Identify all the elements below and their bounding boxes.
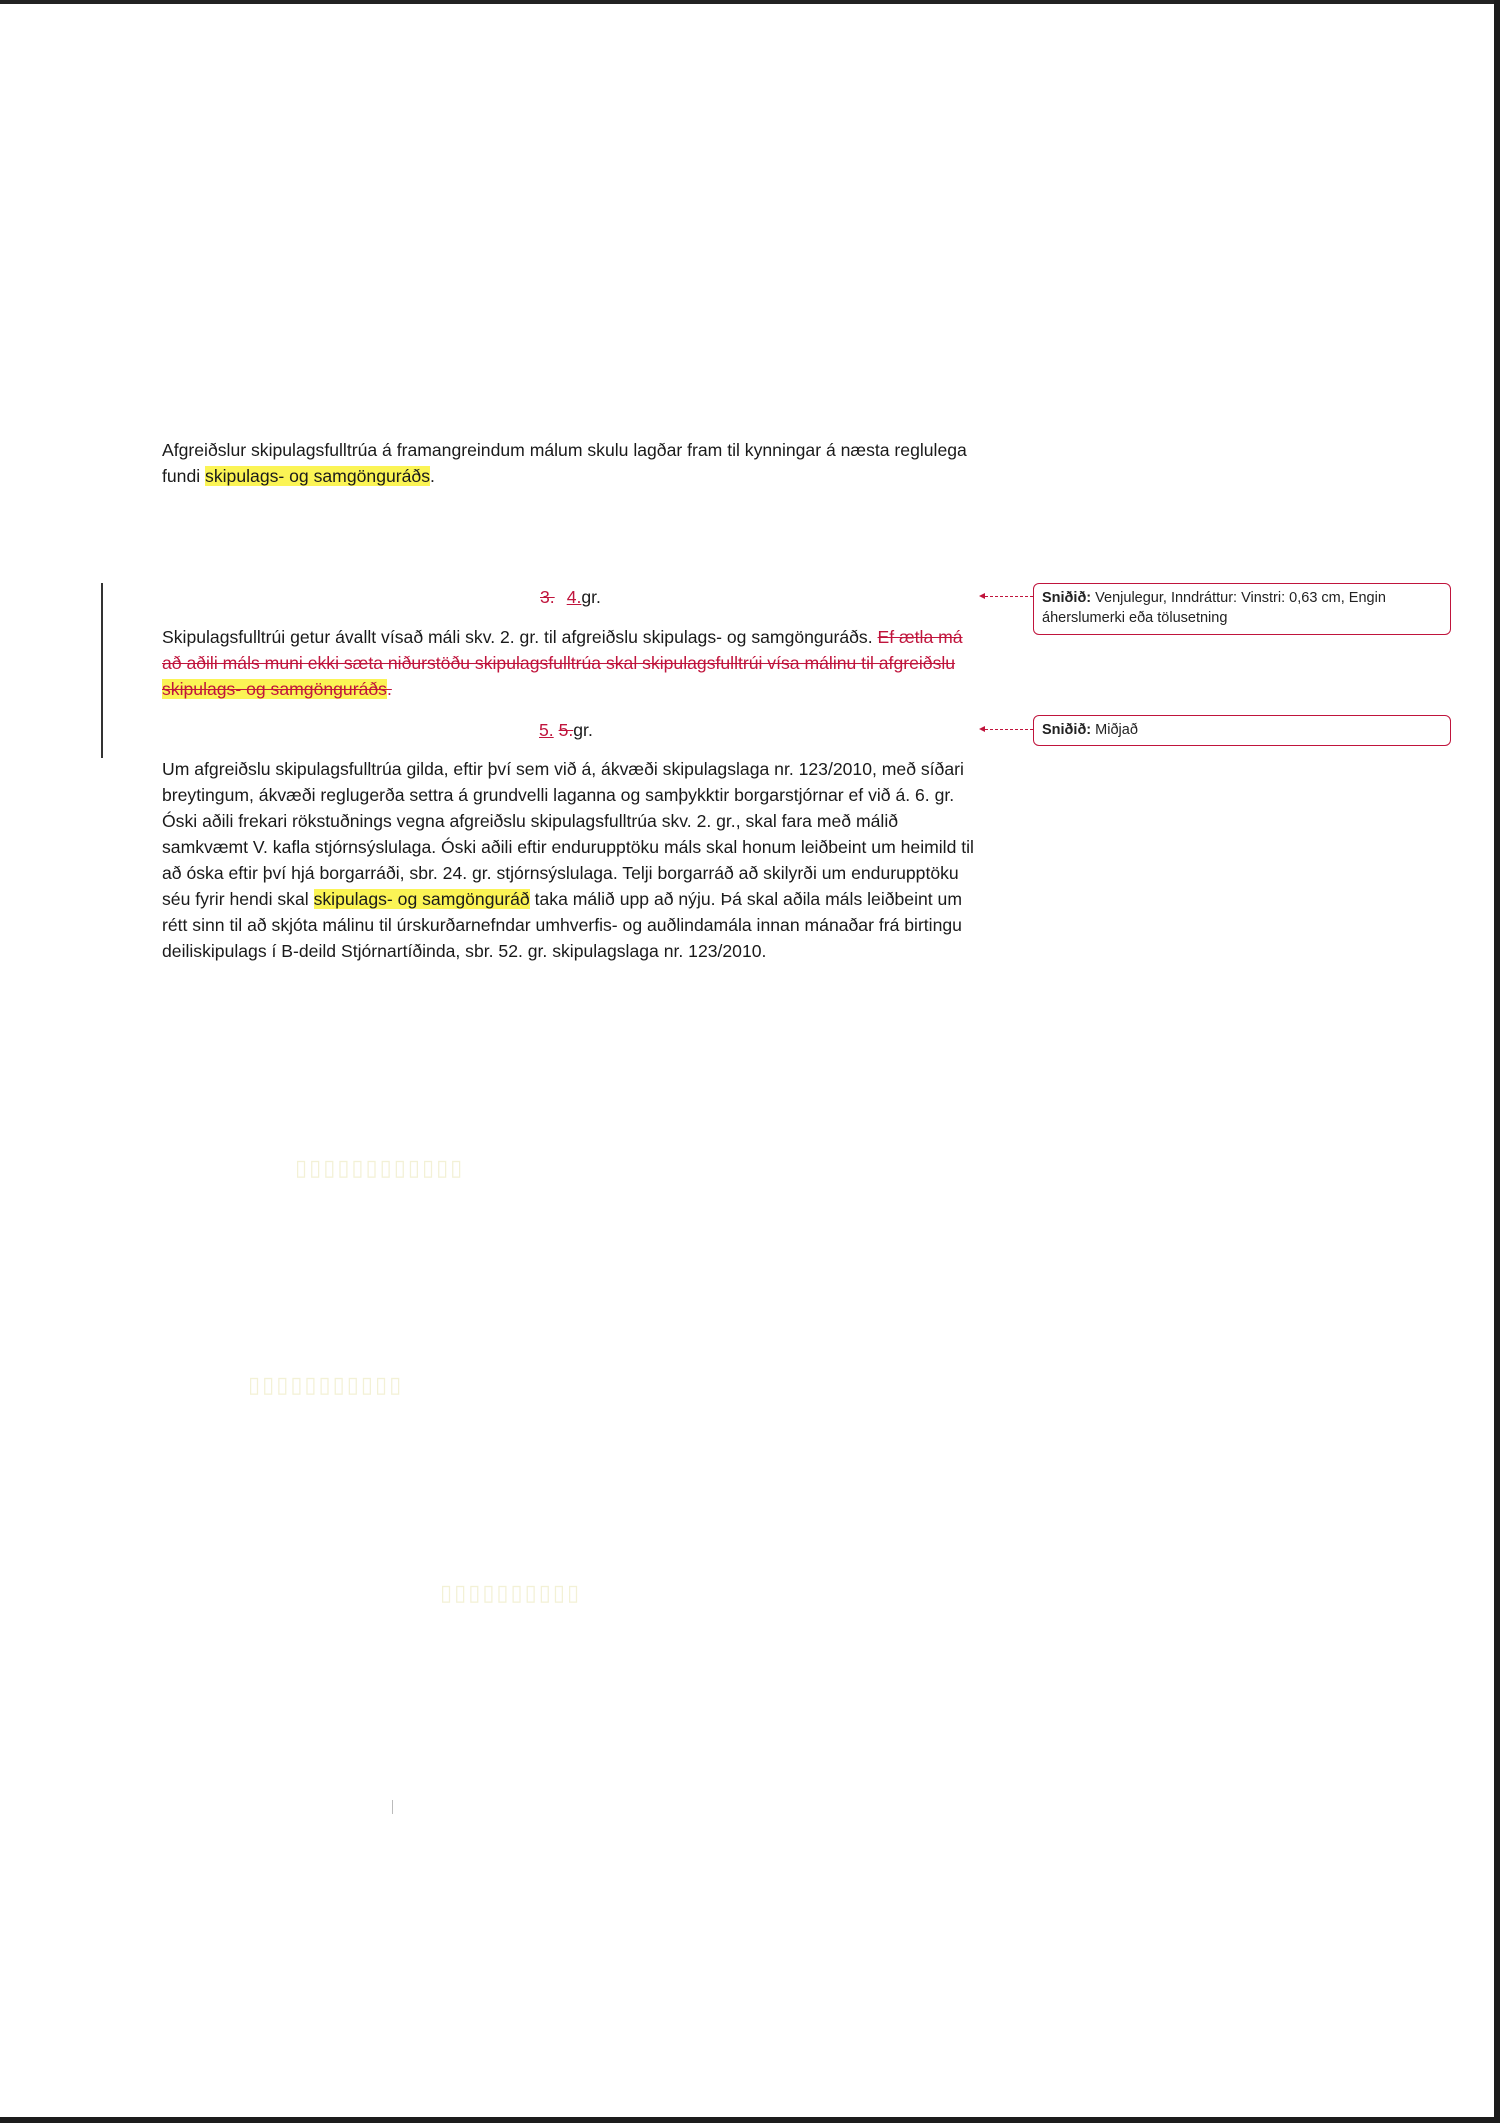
format-comment-balloon[interactable] <box>1033 715 1451 746</box>
article-4-heading <box>540 584 601 610</box>
heading-suffix: gr. <box>581 587 601 607</box>
article-5-highlight: skipulags- og samgönguráð <box>313 889 530 909</box>
comment-leader-line <box>985 729 1033 730</box>
article-5-text-end: taka málið upp að nýju. Þá skal aðila máls leiðbeint um rétt sinn til að skjóta málinu til úrskurðarnefndar umhverfis- og auðlindamála innan mánaðar frá birtingu deiliskipulags í B-deild Stjórnartíðinda, sbr. 52. gr. skipulagslaga nr. 123/2010. <box>162 889 962 961</box>
comment-text: Miðjað <box>1091 722 1138 738</box>
intro-highlight: skipulags- og samgönguráðs <box>205 466 430 486</box>
intro-text: Afgreiðslur skipulagsfulltrúa á framangreindum málum skulu lagðar fram til kynningar á næsta reglulega fundi <box>162 440 967 486</box>
deleted-number: 3. <box>540 587 555 607</box>
heading-suffix: gr. <box>573 720 593 740</box>
deleted-end: . <box>386 679 392 699</box>
faint-bleed-through: ▯▯▯▯▯▯▯▯▯▯▯ <box>248 1372 404 1397</box>
format-comment-balloon[interactable] <box>1033 583 1451 635</box>
article-5-paragraph <box>162 756 982 964</box>
faint-bleed-through: ▯▯▯▯▯▯▯▯▯▯▯▯ <box>295 1155 465 1180</box>
scan-border-right <box>1494 0 1500 2123</box>
comment-text: Venjulegur, Inndráttur: Vinstri: 0,63 cm, Engin áherslumerki eða tölusetning <box>1042 590 1386 626</box>
article-5-heading <box>539 717 593 743</box>
inserted-number: 5. <box>539 720 554 740</box>
inserted-number: 4. <box>566 587 582 607</box>
article-4-paragraph <box>162 624 982 702</box>
deleted-text: Ef ætla má að aðili máls muni ekki sæta niðurstöðu skipulagsfulltrúa skal skipulagsfulltrúi vísa málinu til afgreiðslu <box>162 627 963 673</box>
article-4-text: Skipulagsfulltrúi getur ávallt vísað máli skv. 2. gr. til afgreiðslu skipulags- og samgönguráðs. <box>162 627 878 647</box>
comment-leader-line <box>985 596 1033 597</box>
deleted-highlight: skipulags- og samgönguráðs <box>162 679 387 699</box>
intro-paragraph <box>162 437 982 489</box>
deleted-number: 5. <box>558 720 574 740</box>
comment-label: Sniðið: <box>1042 722 1092 738</box>
comment-label: Sniðið: <box>1042 590 1092 606</box>
scan-border-top <box>0 0 1500 4</box>
change-bar <box>101 583 103 758</box>
comment-arrow-icon <box>979 593 985 599</box>
scan-border-bottom <box>0 2117 1500 2123</box>
article-5-text: Um afgreiðslu skipulagsfulltrúa gilda, eftir því sem við á, ákvæði skipulagslaga nr. 123/2010, með síðari breytingum, ákvæði reglugerða settra á grundvelli laganna og samþykktir borgarstjórnar ef við á. 6. gr. Óski aðili frekari rökstuðnings vegna afgreiðslu skipulagsfulltrúa skv. 2. gr., skal fara með málið samkvæmt V. kafla stjórnsýslulaga. Óski aðili eftir endurupptöku máls skal honum leiðbeint um heimild til að óska eftir því hjá borgarráði, sbr. 24. gr. stjórnsýslulaga. Telji borgarráð að skilyrði um endurupptöku séu fyrir hendi skal <box>162 759 974 909</box>
comment-arrow-icon <box>979 726 985 732</box>
faint-bleed-through: ▯▯▯▯▯▯▯▯▯▯ <box>440 1580 582 1605</box>
intro-end: . <box>430 466 435 486</box>
scan-speck <box>392 1800 393 1814</box>
